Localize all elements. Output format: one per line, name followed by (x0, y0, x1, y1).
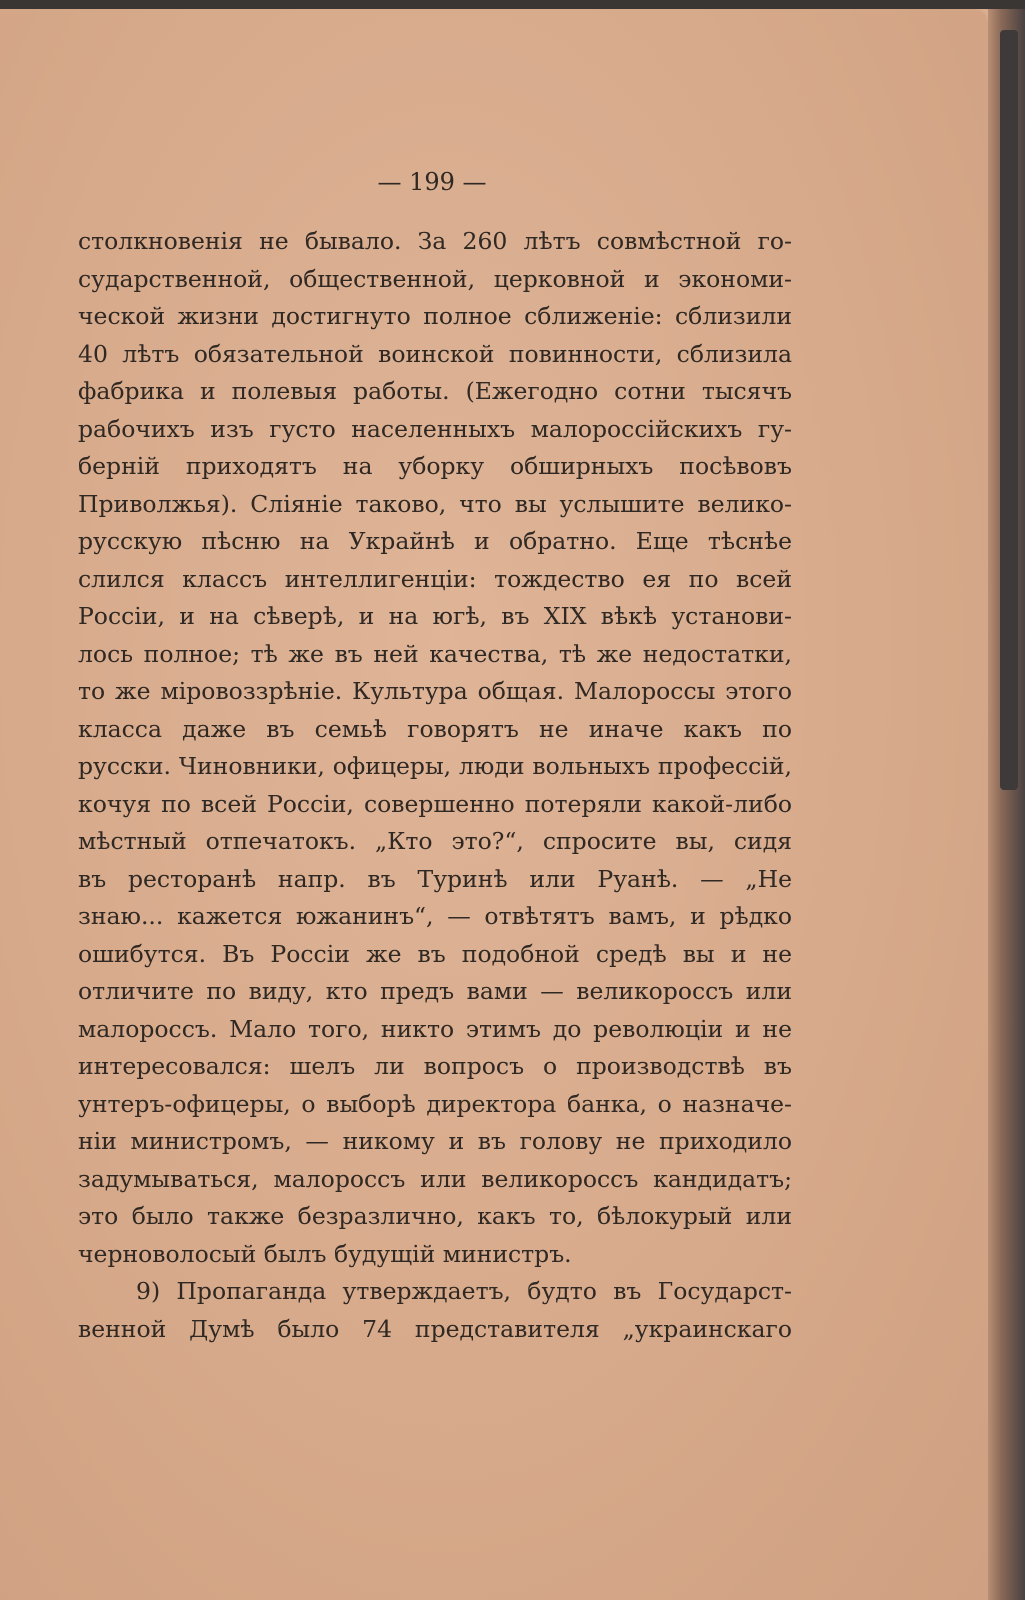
text-line: знаю... кажется южанинъ“, — отвѣтятъ вамъ, и рѣдко (78, 902, 792, 930)
text-line-paragraph-end: черноволосый былъ будущій министръ. (78, 1240, 572, 1268)
text-line: слился классъ интеллигенціи: тождество ея по всей (78, 565, 792, 593)
page-number: — 199 — (377, 168, 487, 196)
text-line: венной Думѣ было 74 представителя „украинскаго (78, 1315, 792, 1343)
text-line: лось полное; тѣ же въ ней качества, тѣ же недостатки, (78, 640, 792, 668)
text-line: ошибутся. Въ Россіи же въ подобной средѣ вы и не (78, 940, 792, 968)
text-line: фабрика и полевыя работы. (Ежегодно сотни тысячъ (78, 377, 792, 405)
text-line: столкновенія не бывало. За 260 лѣтъ совмѣстной го- (78, 227, 792, 255)
text-line: унтеръ-офицеры, о выборѣ директора банка, о назначе- (78, 1090, 792, 1118)
text-line: берній приходятъ на уборку обширныхъ посѣвовъ (78, 452, 792, 480)
text-line-paragraph-start: 9) Пропаганда утверждаетъ, будто въ Государст- (136, 1277, 792, 1305)
text-line: кочуя по всей Россіи, совершенно потеряли какой-либо (78, 790, 792, 818)
text-line: въ ресторанѣ напр. въ Туринѣ или Руанѣ. — „Не (78, 865, 792, 893)
text-line: рабочихъ изъ густо населенныхъ малороссійскихъ гу- (78, 415, 792, 443)
text-line: это было также безразлично, какъ то, бѣлокурый или (78, 1202, 792, 1230)
text-line: интересовался: шелъ ли вопросъ о производствѣ въ (78, 1052, 792, 1080)
text-line: Россіи, и на сѣверѣ, и на югѣ, въ XIX вѣкѣ установи- (78, 602, 792, 630)
text-line: отличите по виду, кто предъ вами — великороссъ или (78, 977, 792, 1005)
spine-shadow-band (1000, 30, 1018, 790)
text-line: малороссъ. Мало того, никто этимъ до революціи и не (78, 1015, 792, 1043)
text-line: то же міровоззрѣніе. Культура общая. Малороссы этого (78, 677, 792, 705)
text-line: ческой жизни достигнуто полное сближеніе: сблизили (78, 302, 792, 330)
scan-top-edge (0, 0, 1025, 9)
text-line: класса даже въ семьѣ говорятъ не иначе какъ по (78, 715, 792, 743)
text-line: задумываться, малороссъ или великороссъ кандидатъ; (78, 1165, 792, 1193)
text-line: русскую пѣсню на Украйнѣ и обратно. Еще тѣснѣе (78, 527, 792, 555)
text-line: Приволжья). Сліяніе таково, что вы услышите велико- (78, 490, 792, 518)
text-line: русски. Чиновники, офицеры, люди вольныхъ профессій, (78, 752, 792, 780)
text-line: ніи министромъ, — никому и въ голову не приходило (78, 1127, 792, 1155)
text-line: сударственной, общественной, церковной и экономи- (78, 265, 792, 293)
text-line: 40 лѣтъ обязательной воинской повинности, сблизила (78, 340, 792, 368)
text-line: мѣстный отпечатокъ. „Кто это?“, спросите вы, сидя (78, 827, 792, 855)
